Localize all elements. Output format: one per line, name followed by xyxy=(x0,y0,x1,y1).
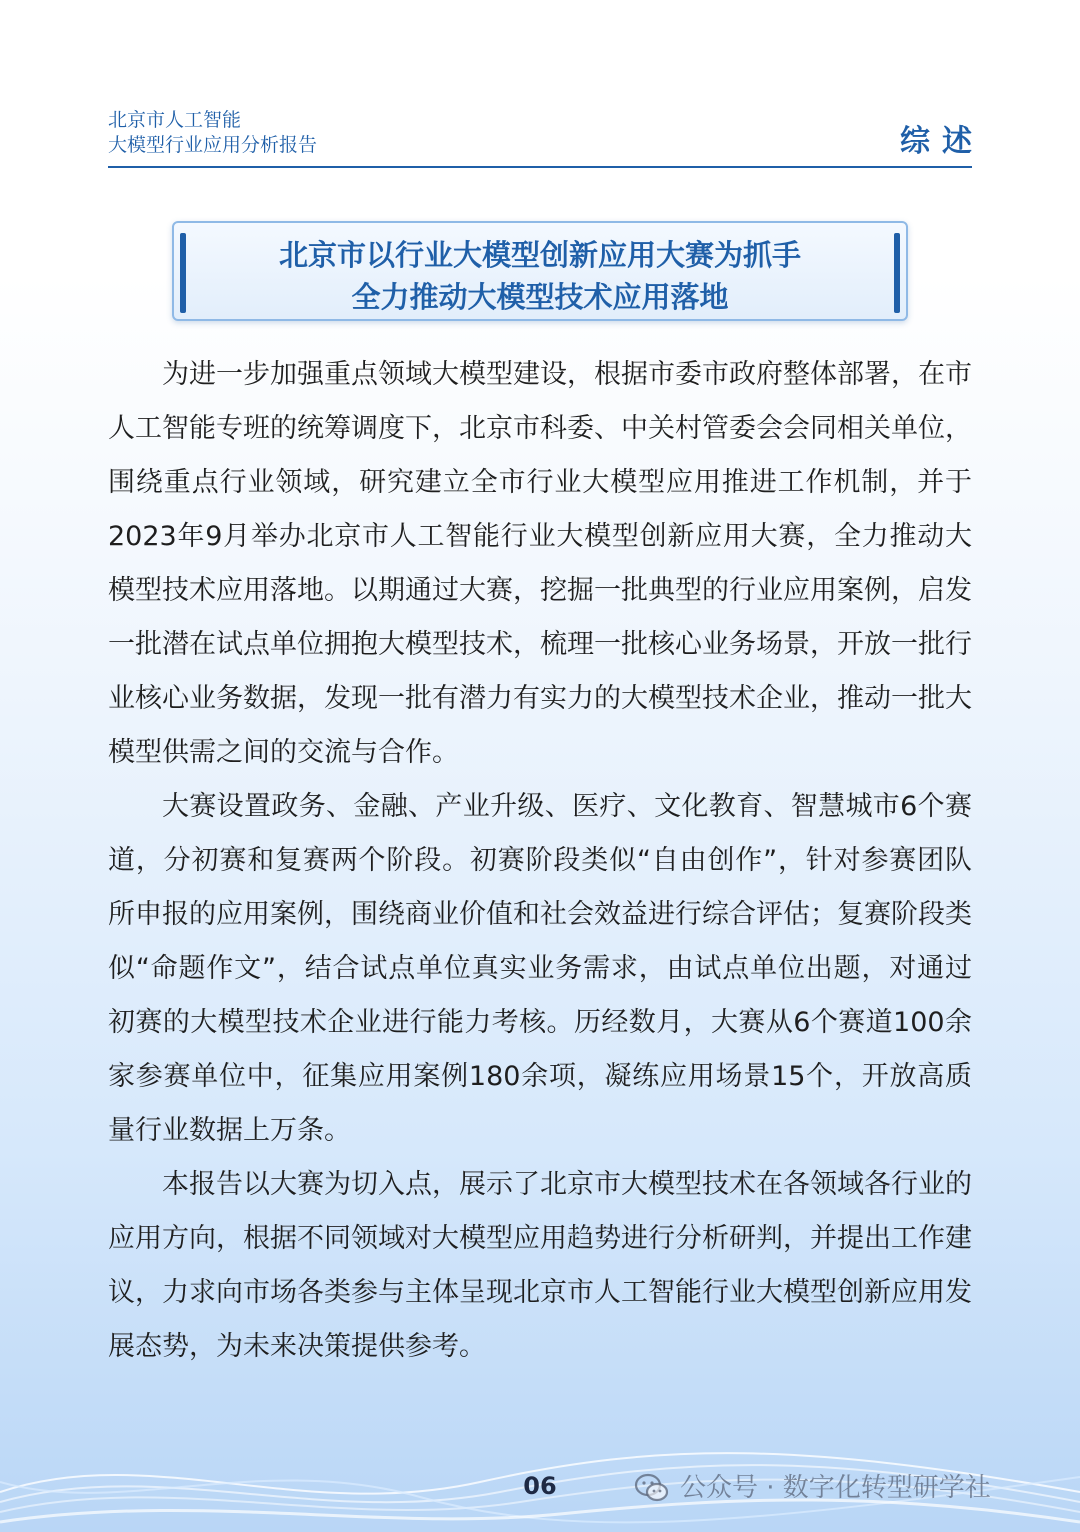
watermark xyxy=(632,1468,991,1508)
body-paragraph-1: 为进一步加强重点领域大模型建设，根据市委市政府整体部署，在市人工智能专班的统筹调度下，北京市科委、中关村管委会会同相关单位，围绕重点行业领域，研究建立全市行业大模型应用推进工作机制，并于2023年9月举办北京市人工智能行业大模型创新应用大赛，全力推动大模型技术应用落地。以期通过大赛，挖掘一批典型的行业应用案例，启发一批潜在试点单位拥抱大模型技术，梳理一批核心业务场景，开放一批行业核心业务数据，发现一批有潜力有实力的大模型技术企业，推动一批大模型供需之间的交流与合作。 xyxy=(108,359,972,768)
section-label: 综述 xyxy=(900,124,984,159)
wechat-icon xyxy=(632,1468,672,1508)
page-number: 06 xyxy=(523,1472,557,1500)
section-title-line2: 全力推动大模型技术应用落地 xyxy=(351,280,729,314)
section-title-box xyxy=(172,221,908,321)
body-paragraph-3: 本报告以大赛为切入点，展示了北京市大模型技术在各领域各行业的应用方向，根据不同领域对大模型应用趋势进行分析研判，并提出工作建议，力求向市场各类参与主体呈现北京市人工智能行业大模型创新应用发展态势，为未来决策提供参考。 xyxy=(108,1169,972,1362)
page-header xyxy=(108,108,984,168)
report-title-line1: 北京市人工智能 xyxy=(108,109,242,131)
report-title-line2: 大模型行业应用分析报告 xyxy=(108,134,318,156)
watermark-text: 公众号 · 数字化转型研学社 xyxy=(680,1473,991,1503)
section-title-line1: 北京市以行业大模型创新应用大赛为抓手 xyxy=(278,238,801,272)
body-paragraph-2: 大赛设置政务、金融、产业升级、医疗、文化教育、智慧城市6个赛道，分初赛和复赛两个阶段。初赛阶段类似“自由创作”，针对参赛团队所申报的应用案例，围绕商业价值和社会效益进行综合评估；复赛阶段类似“命题作文”，结合试点单位真实业务需求，由试点单位出题，对通过初赛的大模型技术企业进行能力考核。历经数月，大赛从6个赛道100余家参赛单位中，征集应用案例180余项，凝练应用场景15个，开放高质量行业数据上万条。 xyxy=(108,791,972,1146)
report-title xyxy=(108,108,317,158)
